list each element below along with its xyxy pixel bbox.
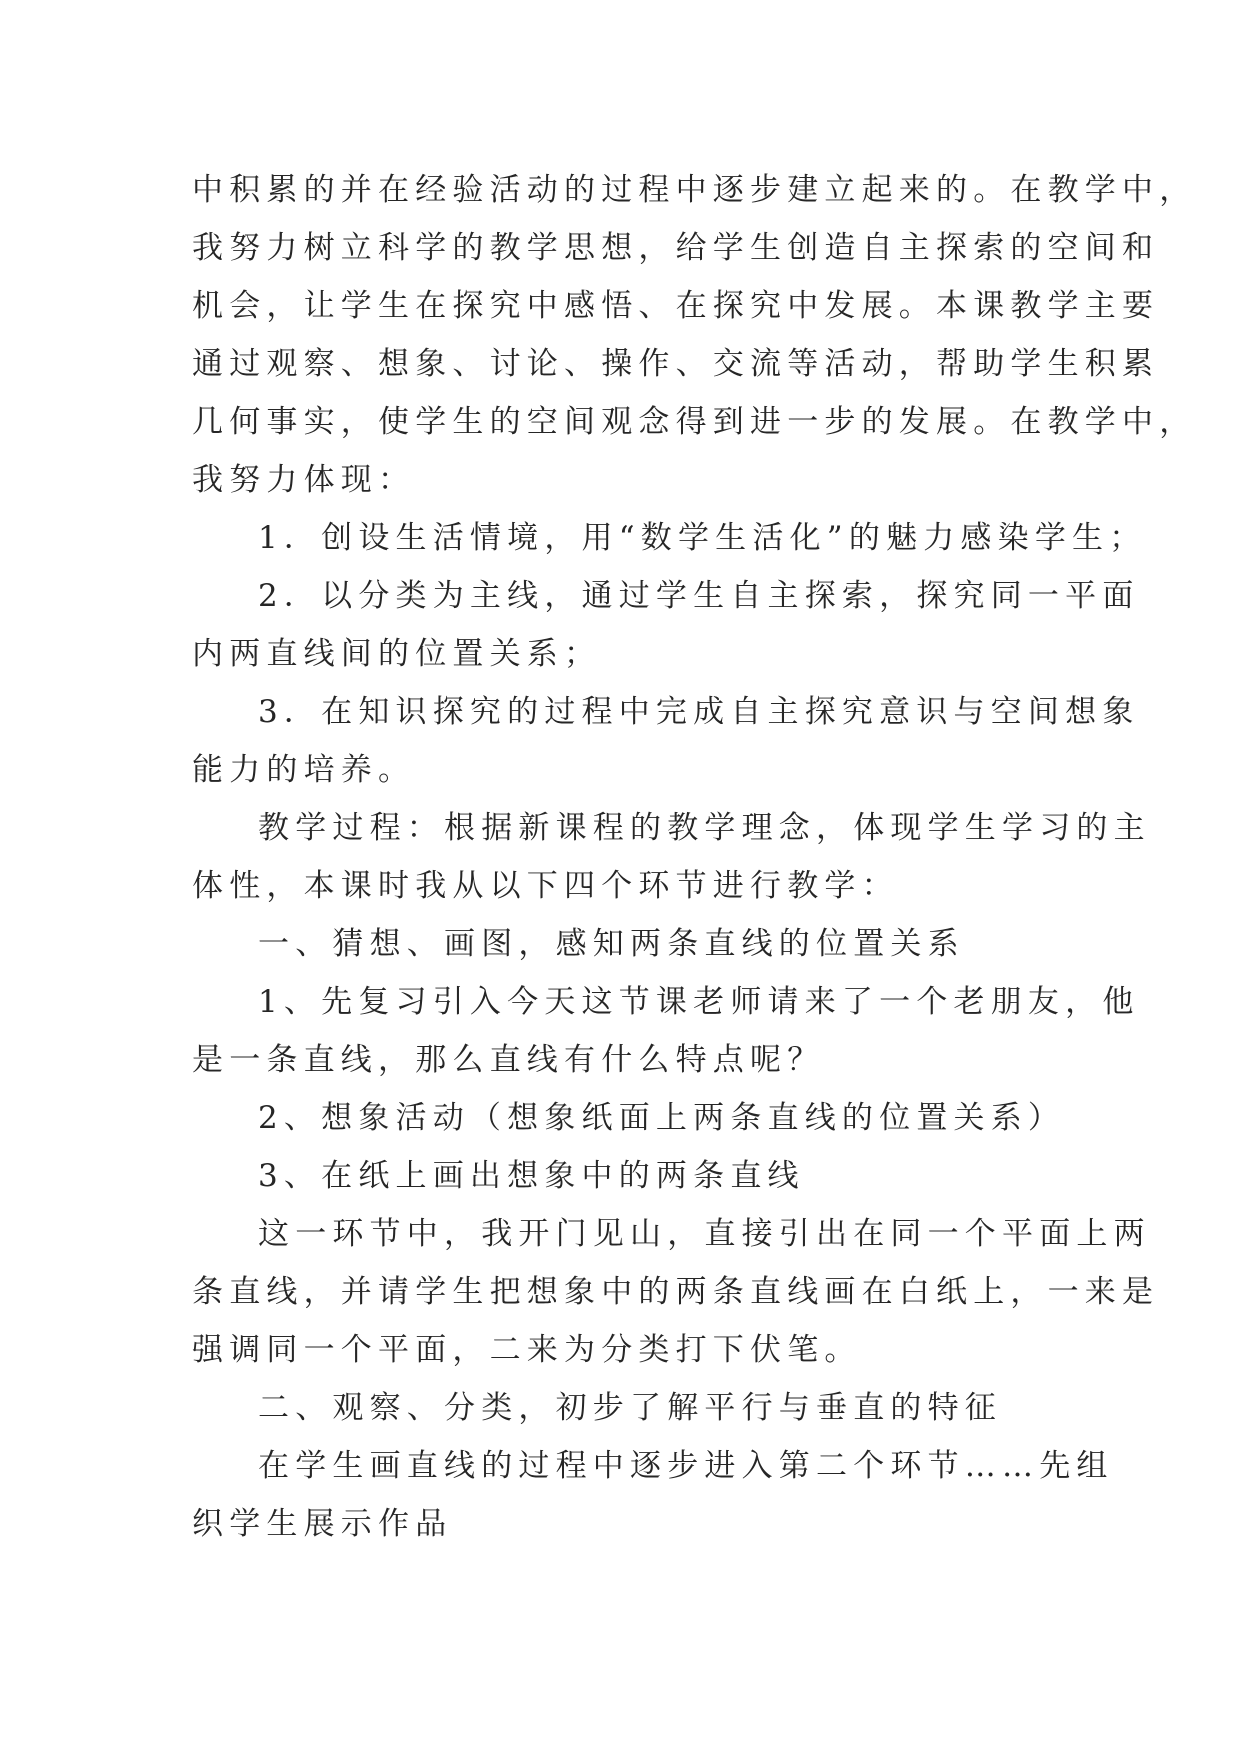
text-line: 2．以分类为主线，通过学生自主探索，探究同一平面 [258, 578, 1140, 614]
text-line: 体性，本课时我从以下四个环节进行教学： [192, 868, 899, 904]
text-line: 教学过程：根据新课程的教学理念，体现学生学习的主 [258, 810, 1151, 846]
text-line: 能力的培养。 [192, 752, 416, 788]
section-heading: 二、观察、分类，初步了解平行与垂直的特征 [258, 1390, 1002, 1426]
text-line: 通过观察、想象、讨论、操作、交流等活动，帮助学生积累 [192, 346, 1160, 382]
text-line: 中积累的并在经验活动的过程中逐步建立起来的。在教学中， [192, 172, 1197, 208]
text-line: 机会，让学生在探究中感悟、在探究中发展。本课教学主要 [192, 288, 1160, 324]
text-line: 3．在知识探究的过程中完成自主探究意识与空间想象 [258, 694, 1140, 730]
text-line: 1．创设生活情境，用“数学生活化”的魅力感染学生； [258, 520, 1147, 556]
text-line: 内两直线间的位置关系； [192, 636, 602, 672]
text-line: 强调同一个平面，二来为分类打下伏笔。 [192, 1332, 862, 1368]
document-body [192, 161, 1197, 1553]
text-line: 3、在纸上画出想象中的两条直线 [258, 1158, 805, 1194]
text-line: 在学生画直线的过程中逐步进入第二个环节……先组 [258, 1448, 1114, 1484]
text-line: 这一环节中，我开门见山，直接引出在同一个平面上两 [258, 1216, 1151, 1252]
text-line: 织学生展示作品 [192, 1506, 453, 1542]
text-line: 条直线，并请学生把想象中的两条直线画在白纸上，一来是 [192, 1274, 1160, 1310]
text-line: 是一条直线，那么直线有什么特点呢？ [192, 1042, 825, 1078]
text-line: 2、想象活动（想象纸面上两条直线的位置关系） [258, 1100, 1066, 1136]
text-line: 几何事实，使学生的空间观念得到进一步的发展。在教学中， [192, 404, 1197, 440]
section-heading: 一、猜想、画图，感知两条直线的位置关系 [258, 926, 965, 962]
text-line: 1、先复习引入今天这节课老师请来了一个老朋友，他 [258, 984, 1140, 1020]
text-line: 我努力树立科学的教学思想，给学生创造自主探索的空间和 [192, 230, 1160, 266]
text-line: 我努力体现： [192, 462, 416, 498]
